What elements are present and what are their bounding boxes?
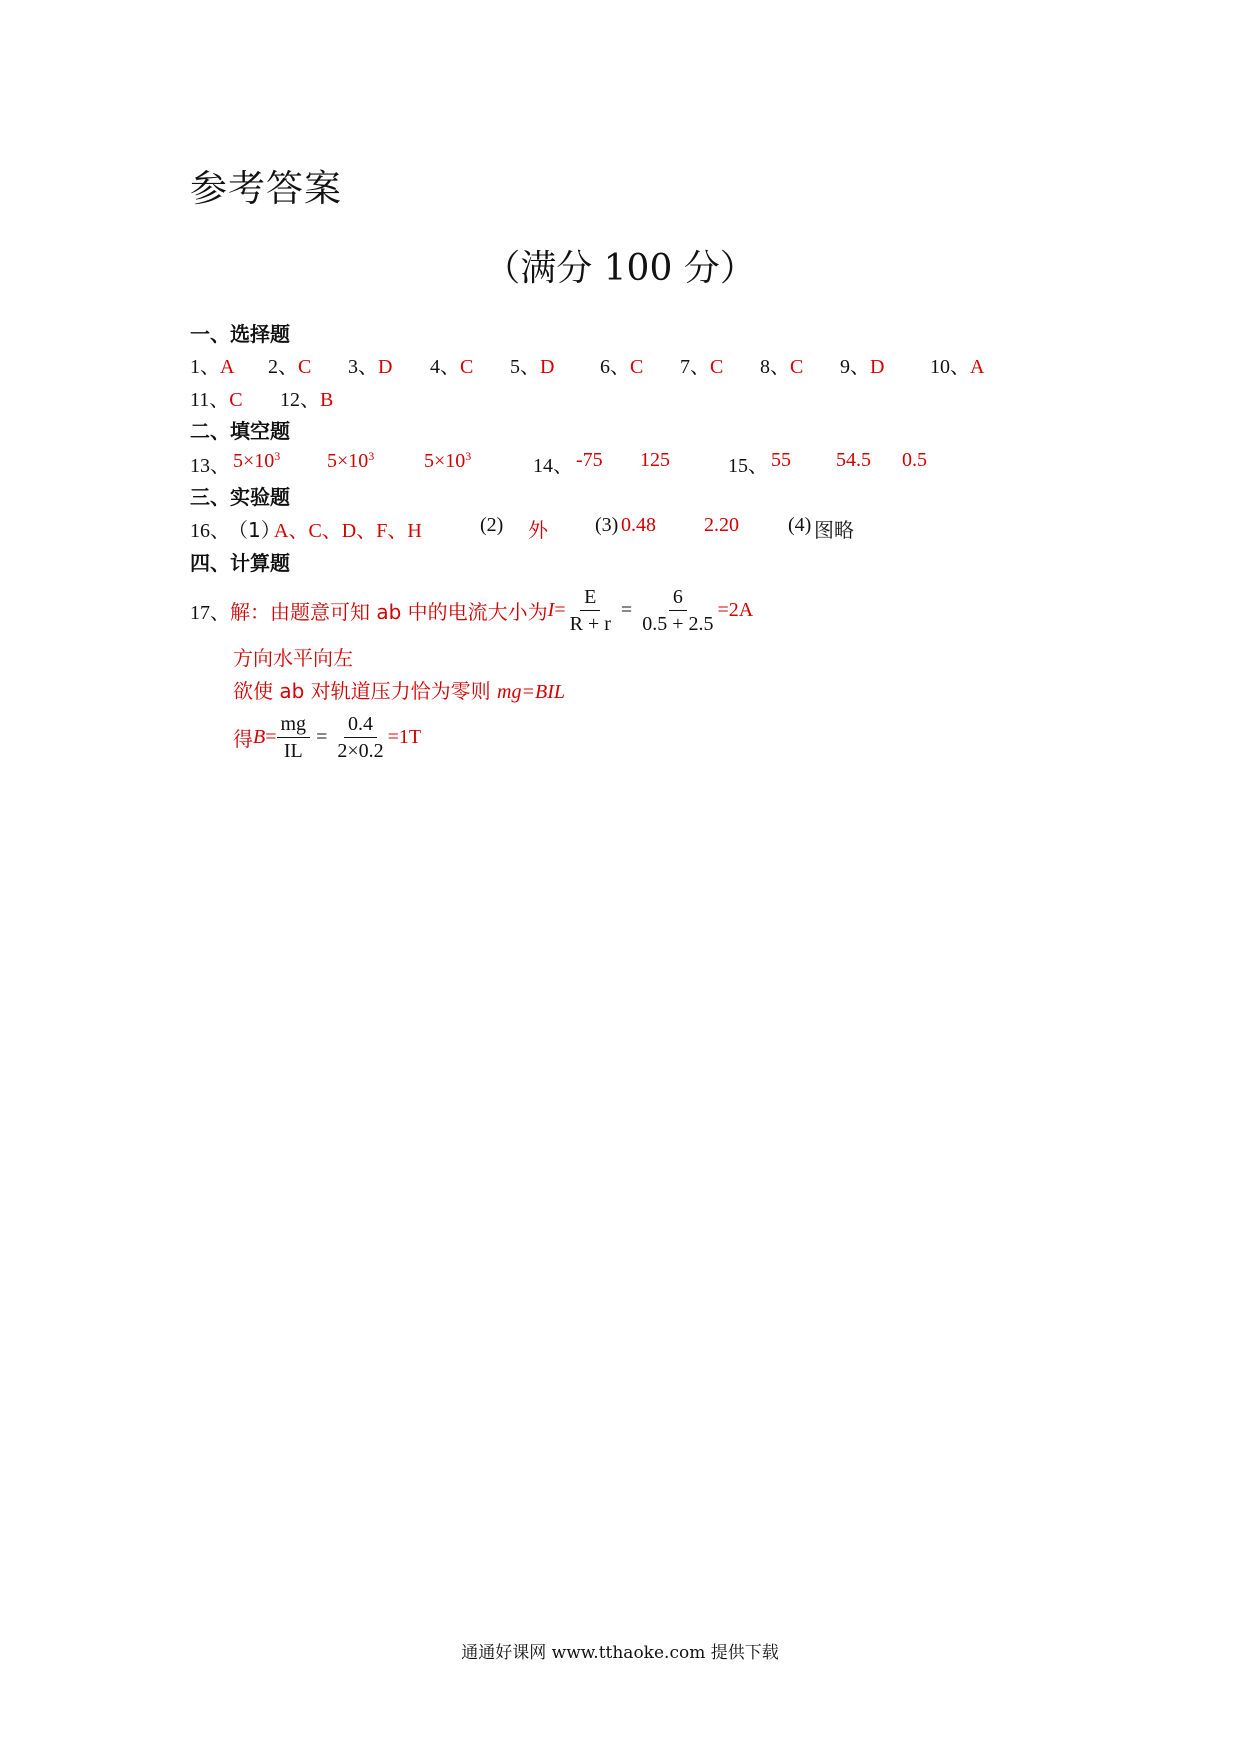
- choice-item-10: 10、A: [930, 356, 985, 378]
- equals-sign: =: [316, 725, 328, 748]
- equals-sign: =: [554, 598, 566, 621]
- fill-q14-answer-1: -75: [576, 449, 603, 471]
- section-fill-heading: 二、填空题: [190, 419, 290, 443]
- choice-item-1: 1、A: [190, 356, 235, 378]
- experiment-part-3-answer-2: 2.20: [704, 514, 739, 536]
- fraction-0-4-over-product: $\frac{0.4}{2\times 0.2}$: [337, 712, 384, 762]
- fill-q15-number: 15、: [728, 455, 768, 477]
- choice-item-3: 3、D: [348, 356, 393, 378]
- calc-q17-line-4: 得 B= $\frac{mg}{IL}$ = $\frac{0.4}{2\times 0.2}$ =1T: [233, 712, 422, 762]
- current-result: =2A: [717, 598, 754, 621]
- experiment-part-1-answer: A、C、D、F、H: [274, 520, 422, 542]
- choice-item-7: 7、C: [680, 356, 724, 378]
- choice-item-9: 9、D: [840, 356, 885, 378]
- current-variable: I: [547, 598, 555, 621]
- experiment-q16-number: 16、: [190, 520, 230, 542]
- fill-q13-answer-2: $5\times 10^3$: [327, 449, 375, 472]
- field-result: =1T: [387, 725, 422, 748]
- equals-sign: =: [620, 598, 633, 621]
- choice-item-5: 5、D: [510, 356, 555, 378]
- force-balance-formula: mg=BIL: [497, 681, 565, 703]
- choice-item-6: 6、C: [600, 356, 644, 378]
- fill-q13-number: 13、: [190, 455, 230, 477]
- experiment-part-3-answer-1: 0.48: [621, 514, 656, 536]
- experiment-part-2-label: (2): [480, 514, 504, 536]
- fraction-mg-over-il: $\frac{mg}{IL}$: [277, 713, 311, 762]
- choice-item-11: 11、C: [190, 389, 243, 411]
- fill-q14-number: 14、: [533, 455, 573, 477]
- fill-q14-answer-2: 125: [640, 449, 670, 471]
- choice-item-2: 2、C: [268, 356, 312, 378]
- full-score-subtitle: （满分 100 分）: [484, 248, 756, 289]
- fraction-6-over-sum: $\frac{6}{0.5 + 2.5}$: [642, 585, 714, 635]
- section-calc-heading: 四、计算题: [190, 551, 290, 575]
- experiment-part-2-answer: 外: [528, 518, 548, 542]
- experiment-part-3-label: (3): [595, 514, 619, 536]
- footer-source-note: 通通好课网 www.tthaoke.com 提供下载: [461, 1643, 779, 1663]
- experiment-part-4-answer: 图略: [814, 518, 854, 542]
- calc-q17-solution-text: 解：由题意可知 ab 中的电流大小为: [230, 599, 548, 624]
- field-variable: B: [253, 725, 266, 748]
- choice-item-12: 12、B: [280, 389, 334, 411]
- choice-answers-row-1: [190, 350, 1090, 376]
- fill-q13-answer-1: $5\times 10^3$: [233, 449, 281, 472]
- section-choice-heading: 一、选择题: [190, 322, 290, 346]
- calc-q17-number: 17、: [190, 601, 230, 624]
- choice-item-4: 4、C: [430, 356, 474, 378]
- calc-q17-direction: 方向水平向左: [233, 646, 353, 670]
- calc-q17-condition: 欲使 ab 对轨道压力恰为零则 mg=BIL: [233, 679, 565, 703]
- choice-answers-row-2: [190, 383, 590, 409]
- document-title: 参考答案: [190, 167, 342, 210]
- fraction-e-over-r-plus-r: $\frac{E}{R + r}$: [569, 585, 611, 635]
- fill-q15-answer-2: 54.5: [836, 449, 871, 471]
- fill-q15-answer-3: 0.5: [902, 449, 927, 471]
- experiment-part-1-label: （1）: [228, 518, 281, 542]
- fill-q13-answer-3: $5\times 10^3$: [424, 449, 472, 472]
- calc-q17-line-1: [190, 580, 753, 640]
- experiment-part-4-label: (4): [788, 514, 812, 536]
- section-experiment-heading: 三、实验题: [190, 485, 290, 509]
- fill-q15-answer-1: 55: [771, 449, 791, 471]
- fill-answers-row: [190, 449, 1090, 477]
- choice-item-8: 8、C: [760, 356, 804, 378]
- experiment-answers-row: [190, 514, 1090, 542]
